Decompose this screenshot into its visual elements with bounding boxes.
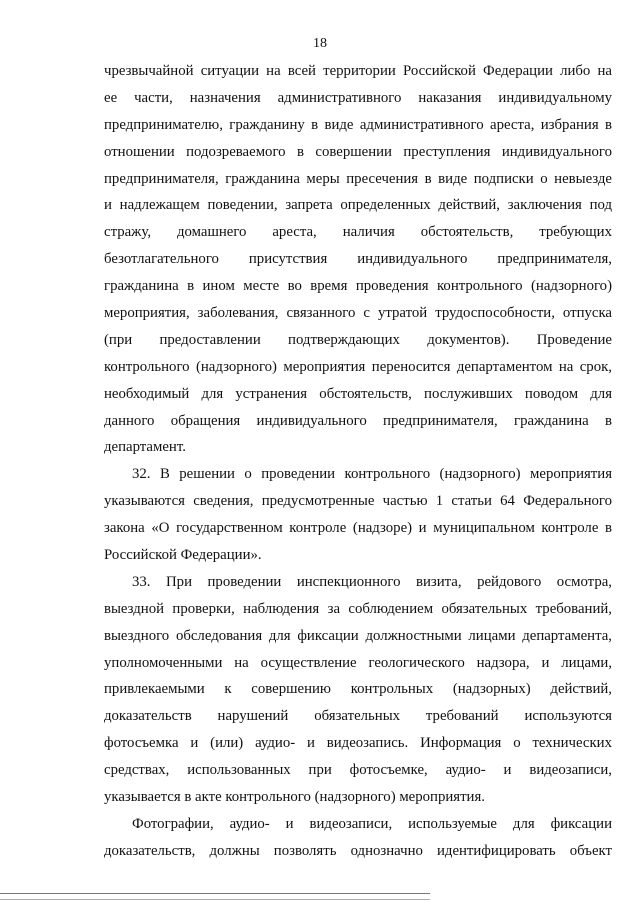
body-text (104, 58, 612, 865)
text-line: данного обращения индивидуального предпринимателя, гражданина в (104, 412, 612, 429)
text-line: ее части, назначения административного наказания индивидуальному (104, 89, 612, 106)
text-line: выездного обследования для фиксации должностными лицами департамента, (104, 627, 612, 644)
text-line: и надлежащем поведении, запрета определенных действий, заключения под (104, 197, 612, 214)
text-line: гражданина в ином месте во время проведения контрольного (надзорного) (104, 278, 612, 295)
text-line: доказательств нарушений обязательных требований используются (104, 708, 612, 725)
text-line: отношении подозреваемого в совершении преступления индивидуального (104, 143, 612, 160)
text-line: закона «О государственном контроле (надзоре) и муниципальном контроле в (104, 520, 612, 537)
text-line: Российской Федерации». (104, 547, 262, 564)
text-line: 32. В решении о проведении контрольного (надзорного) мероприятия (132, 466, 612, 483)
text-line: фотосъемка и (или) аудио- и видеозапись. Информация о технических (104, 735, 612, 752)
footer-rule-secondary (0, 899, 430, 900)
text-line: стражу, домашнего ареста, наличия обстоятельств, требующих (104, 224, 612, 241)
text-line: предпринимателю, гражданину в виде административного ареста, избрания в (104, 116, 612, 133)
text-line: доказательств, должны позволять однозначно идентифицировать объект (104, 842, 612, 859)
text-line: предпринимателя, гражданина меры пресечения в виде подписки о невыезде (104, 170, 612, 187)
text-line: средствах, использованных при фотосъемке, аудио- и видеозаписи, (104, 762, 612, 779)
text-line: Фотографии, аудио- и видеозаписи, используемые для фиксации (132, 815, 612, 832)
text-line: чрезвычайной ситуации на всей территории Российской Федерации либо на (104, 63, 612, 79)
text-line: уполномоченными на осуществление геологического надзора, и лицами, (104, 654, 612, 671)
text-line: указывается в акте контрольного (надзорного) мероприятия. (104, 789, 485, 806)
text-line: необходимый для устранения обстоятельств, послуживших поводом для (104, 385, 612, 402)
text-line: привлекаемыми к совершению контрольных (надзорных) действий, (104, 681, 612, 698)
text-line: контрольного (надзорного) мероприятия переносится департаментом на срок, (104, 358, 612, 375)
text-line: (при предоставлении подтверждающих документов). Проведение (104, 331, 612, 348)
page-number: 18 (313, 36, 327, 51)
text-line: мероприятия, заболевания, связанного с утратой трудоспособности, отпуска (104, 305, 612, 322)
footer-rule (0, 893, 430, 894)
text-line: выездной проверки, наблюдения за соблюдением обязательных требований, (104, 600, 612, 617)
text-line: указываются сведения, предусмотренные частью 1 статьи 64 Федерального (104, 493, 612, 510)
text-line: 33. При проведении инспекционного визита, рейдового осмотра, (132, 573, 612, 590)
text-line: департамент. (104, 439, 186, 456)
text-line: безотлагательного присутствия индивидуального предпринимателя, (104, 251, 612, 268)
